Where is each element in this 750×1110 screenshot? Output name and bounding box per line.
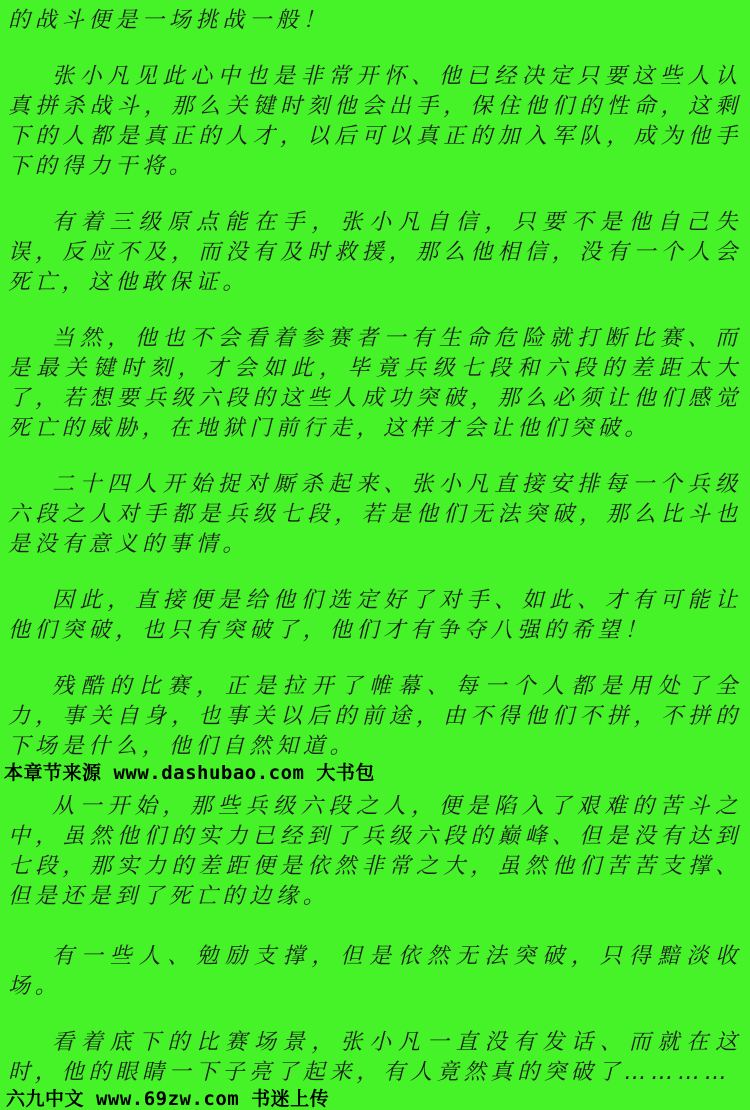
watermark-dashubao: 本章节来源 www.dashubao.com 大书包 <box>4 762 375 784</box>
novel-paragraph: 二十四人开始捉对厮杀起来、张小凡直接安排每一个兵级六段之人对手都是兵级七段，若是他们无法突破，那么比斗也是没有意义的事情。 <box>8 472 742 557</box>
novel-paragraph: 因此，直接便是给他们选定好了对手、如此、才有可能让他们突破，也只有突破了，他们才有争夺八强的希望！ <box>8 588 742 643</box>
novel-paragraph: 的战斗便是一场挑战一般！ <box>8 8 330 33</box>
novel-paragraph: 从一开始，那些兵级六段之人，便是陷入了艰难的苦斗之中，虽然他们的实力已经到了兵级六段的巅峰、但是没有达到七段，那实力的差距便是依然非常之大，虽然他们苦苦支撑、但是还是到了死亡的边缘。 <box>8 794 742 909</box>
novel-paragraph: 看着底下的比赛场景，张小凡一直没有发话、而就在这时，他的眼睛一下子亮了起来，有人竟然真的突破了………… <box>8 1030 742 1085</box>
novel-paragraph: 张小凡见此心中也是非常开怀、他已经决定只要这些人认真拼杀战斗，那么关键时刻他会出手，保住他们的性命，这剩下的人都是真正的人才，以后可以真正的加入军队，成为他手下的得力干将。 <box>8 64 742 179</box>
novel-paragraph: 当然，他也不会看着参赛者一有生命危险就打断比赛、而是最关键时刻，才会如此，毕竟兵级七段和六段的差距太大了，若想要兵级六段的这些人成功突破，那么必须让他们感觉死亡的威胁，在地狱门前行走，这样才会让他们突破。 <box>8 326 742 441</box>
novel-paragraph: 有着三级原点能在手，张小凡自信，只要不是他自己失误，反应不及，而没有及时救援，那么他相信，没有一个人会死亡，这他敢保证。 <box>8 210 742 295</box>
novel-paragraph: 残酷的比赛，正是拉开了帷幕、每一个人都是用处了全力，事关自身，也事关以后的前途，由不得他们不拼，不拼的下场是什么，他们自然知道。 <box>8 674 742 759</box>
novel-paragraph: 有一些人、勉励支撑，但是依然无法突破，只得黯淡收场。 <box>8 944 742 999</box>
watermark-69zw: 六九中文 www.69zw.com 书迷上传 <box>6 1088 330 1110</box>
